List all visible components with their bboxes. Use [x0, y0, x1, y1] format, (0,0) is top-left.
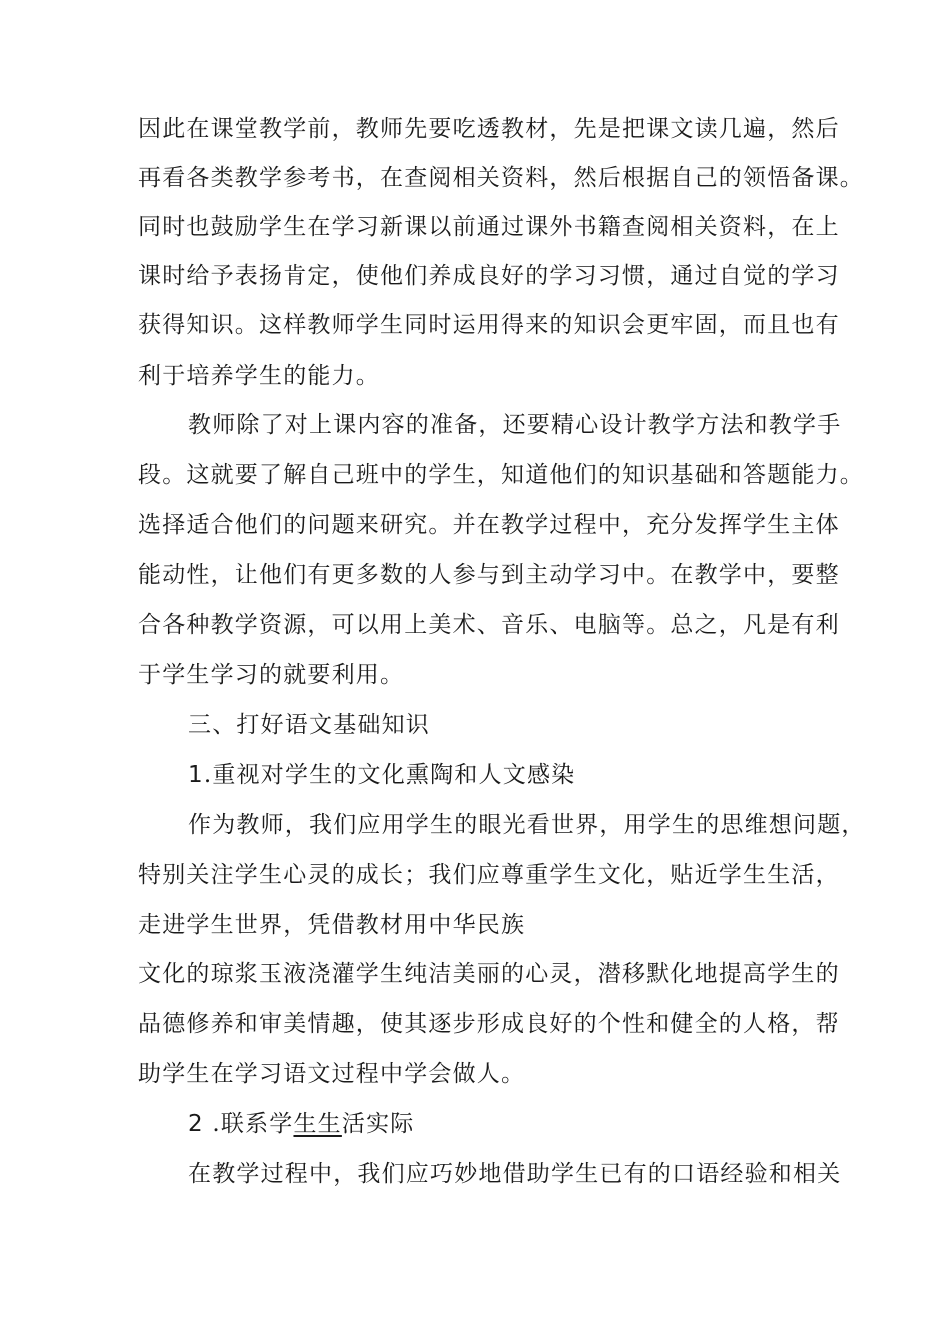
paragraph-line: 同时也鼓励学生在学习新课以前通过课外书籍查阅相关资料，在上 [138, 214, 840, 240]
paragraph-line: 课时给予表扬肯定，使他们养成良好的学习习惯，通过自觉的学习 [138, 263, 840, 289]
paragraph-line: 文化的琼浆玉液浇灌学生纯洁美丽的心灵，潜移默化地提高学生的 [138, 961, 840, 987]
subheading-number: 1 [188, 762, 204, 788]
paragraph-line: 助学生在学习语文过程中学会做人。 [138, 1061, 526, 1087]
paragraph-line: 选择适合他们的问题来研究。并在教学过程中，充分发挥学生主体 [138, 512, 840, 538]
paragraph-line: 特别关注学生心灵的成长；我们应尊重学生文化，贴近学生生活， [138, 862, 840, 888]
paragraph-line: 段。这就要了解自己班中的学生，知道他们的知识基础和答题能力。 [138, 462, 864, 488]
paragraph-line: 在教学过程中，我们应巧妙地借助学生已有的口语经验和相关 [188, 1161, 842, 1187]
subheading-1 [188, 759, 575, 791]
paragraph-line: 走进学生世界，凭借教材用中华民族 [138, 912, 526, 938]
underlined-text: 生生 [293, 1111, 342, 1137]
paragraph-line: 因此在课堂教学前，教师先要吃透教材，先是把课文读几遍，然后 [138, 116, 840, 142]
paragraph-line: 合各种教学资源，可以用上美术、音乐、电脑等。总之，凡是有利 [138, 612, 840, 638]
subheading-2 [188, 1108, 414, 1140]
paragraph-line: 再看各类教学参考书，在查阅相关资料，然后根据自己的领悟备课。 [138, 165, 864, 191]
subheading-text: .联系学 [203, 1111, 294, 1137]
subheading-number: 2 [188, 1111, 204, 1137]
paragraph-line: 于学生学习的就要利用。 [138, 662, 405, 688]
subheading-text: 活实际 [341, 1111, 415, 1137]
section-heading: 三、打好语文基础知识 [188, 712, 430, 738]
paragraph-line: 获得知识。这样教师学生同时运用得来的知识会更牢固，而且也有 [138, 312, 840, 338]
paragraph-line: 作为教师，我们应用学生的眼光看世界，用学生的思维想问题， [188, 812, 866, 838]
paragraph-line: 能动性，让他们有更多数的人参与到主动学习中。在教学中，要整 [138, 562, 840, 588]
subheading-text: .重视对学生的文化熏陶和人文感染 [203, 762, 576, 788]
paragraph-line: 品德修养和审美情趣，使其逐步形成良好的个性和健全的人格，帮 [138, 1011, 840, 1037]
paragraph-line: 教师除了对上课内容的准备，还要精心设计教学方法和教学手 [188, 412, 842, 438]
paragraph-line: 利于培养学生的能力。 [138, 363, 380, 389]
